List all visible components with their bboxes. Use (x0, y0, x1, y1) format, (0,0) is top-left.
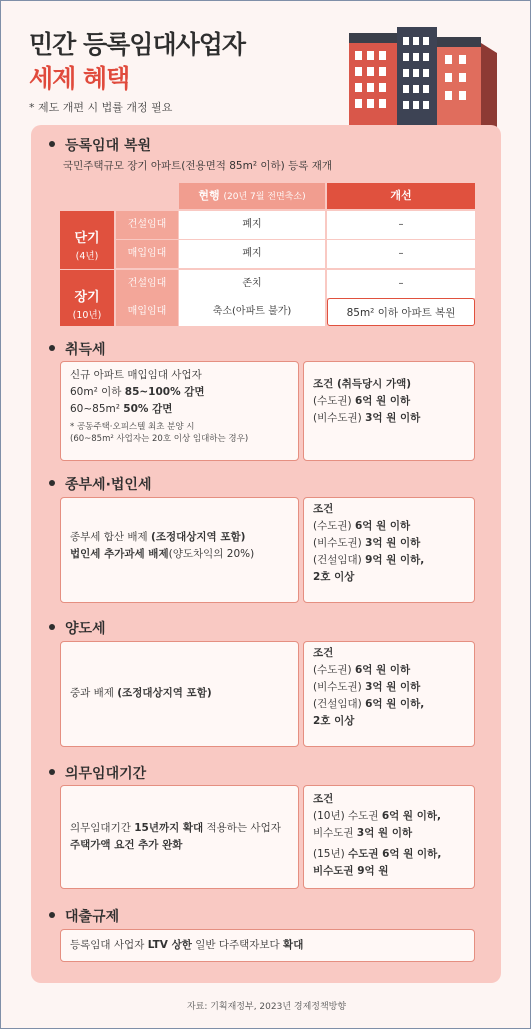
acq-cond-title: 조건 (취득당시 가액) (313, 378, 412, 390)
loan-line-1: 등록임대 사업자 LTV 상한 일반 다주택자보다 확대 (70, 939, 304, 951)
rental-subtitle: 국민주택규모 장기 아파트(전용면적 85m² 이하) 등록 재개 (63, 160, 333, 172)
duty-cond-4: 비수도권 9억 원 (313, 865, 389, 877)
column-header-new: 개선 (327, 183, 475, 209)
comp-line-2: 법인세 추가과세 배제(양도차익의 20%) (70, 548, 255, 560)
duty-condition-box (303, 785, 475, 889)
transfer-condition-box (303, 641, 475, 747)
comp-cond-title: 조건 (313, 503, 334, 515)
loan-box (60, 929, 475, 962)
transfer-cond-4: 2호 이상 (313, 715, 355, 727)
section-title-rental: 등록임대 복원 (49, 135, 151, 155)
acq-line-3: 60~85m² 50% 감면 (70, 403, 173, 415)
section-title-duty: 의무임대기간 (49, 763, 146, 783)
section-title-transfer: 양도세 (49, 618, 106, 638)
duty-cond-1: (10년) 수도권 6억 원 이하, (313, 810, 441, 822)
row-new: – (327, 240, 475, 268)
comp-cond-2: (비수도권) 3억 원 이하 (313, 537, 421, 549)
section-title-acquisition: 취득세 (49, 339, 106, 359)
comp-cond-1: (수도권) 6억 원 이하 (313, 520, 411, 532)
acq-line-1: 신규 아파트 매입임대 사업자 (70, 369, 202, 381)
comp-cond-4: 2호 이상 (313, 571, 355, 583)
current-note: (20년 7월 전면축소) (223, 192, 306, 202)
title-line-1: 민간 등록임대사업자 (29, 30, 246, 59)
group-short-term (60, 211, 114, 269)
column-header-current (179, 183, 325, 209)
row-new-highlight: 85m² 이하 아파트 복원 (327, 298, 475, 326)
short-term-title: 단기 (74, 231, 100, 246)
transfer-cond-title: 조건 (313, 647, 334, 659)
comprehensive-left-box (60, 497, 299, 603)
row-current: 축소(아파트 불가) (179, 298, 325, 326)
acq-note-1: * 공동주택·오피스텔 최초 분양 시 (70, 422, 195, 432)
building-illustration (341, 23, 501, 127)
duty-cond-2: 비수도권 3억 원 이하 (313, 827, 413, 839)
row-label: 매입임대 (116, 298, 178, 326)
long-term-period: (10년) (72, 310, 102, 321)
row-new: – (327, 270, 475, 298)
current-label: 현행 (198, 189, 220, 202)
group-long-term (60, 270, 114, 326)
duty-cond-title: 조건 (313, 793, 334, 805)
acq-line-2: 60m² 이하 85~100% 감면 (70, 386, 205, 398)
comprehensive-condition-box (303, 497, 475, 603)
duty-line-1: 의무임대기간 15년까지 확대 적용하는 사업자 (70, 822, 281, 834)
transfer-cond-2: (비수도권) 3억 원 이하 (313, 681, 421, 693)
acq-note-2: (60~85m² 사업자는 20호 이상 임대하는 경우) (70, 434, 249, 444)
row-label: 매입임대 (116, 240, 178, 268)
duty-cond-3: (15년) 수도권 6억 원 이하, (313, 848, 442, 860)
transfer-line-1: 중과 배제 (조정대상지역 포함) (70, 687, 212, 699)
comp-line-1: 종부세 합산 배제 (조정대상지역 포함) (70, 531, 246, 543)
row-current: 존치 (179, 270, 325, 298)
section-title-loan: 대출규제 (49, 906, 119, 926)
section-title-comprehensive: 종부세·법인세 (49, 474, 151, 494)
duty-left-box (60, 785, 299, 889)
long-term-title: 장기 (74, 290, 100, 305)
duty-line-2: 주택가액 요건 추가 완화 (70, 839, 183, 851)
acq-cond-2: (비수도권) 3억 원 이하 (313, 412, 421, 424)
row-label: 건설임대 (116, 270, 178, 298)
row-current: 폐지 (179, 211, 325, 239)
title-line-2: 세제 혜택 (29, 64, 130, 93)
comp-cond-3: (건설임대) 9억 원 이하, (313, 554, 425, 566)
short-term-period: (4년) (75, 251, 99, 262)
row-new: – (327, 211, 475, 239)
row-current: 폐지 (179, 240, 325, 268)
acq-cond-1: (수도권) 6억 원 이하 (313, 395, 411, 407)
source-caption: 자료: 기획재정부, 2023년 경제정책방향 (186, 1002, 347, 1012)
transfer-cond-3: (건설임대) 6억 원 이하, (313, 698, 425, 710)
row-label: 건설임대 (116, 211, 178, 239)
transfer-left-box (60, 641, 299, 747)
acquisition-left-box (60, 361, 299, 461)
note-text: * 제도 개편 시 법률 개정 필요 (29, 101, 173, 114)
acquisition-condition-box (303, 361, 475, 461)
transfer-cond-1: (수도권) 6억 원 이하 (313, 664, 411, 676)
